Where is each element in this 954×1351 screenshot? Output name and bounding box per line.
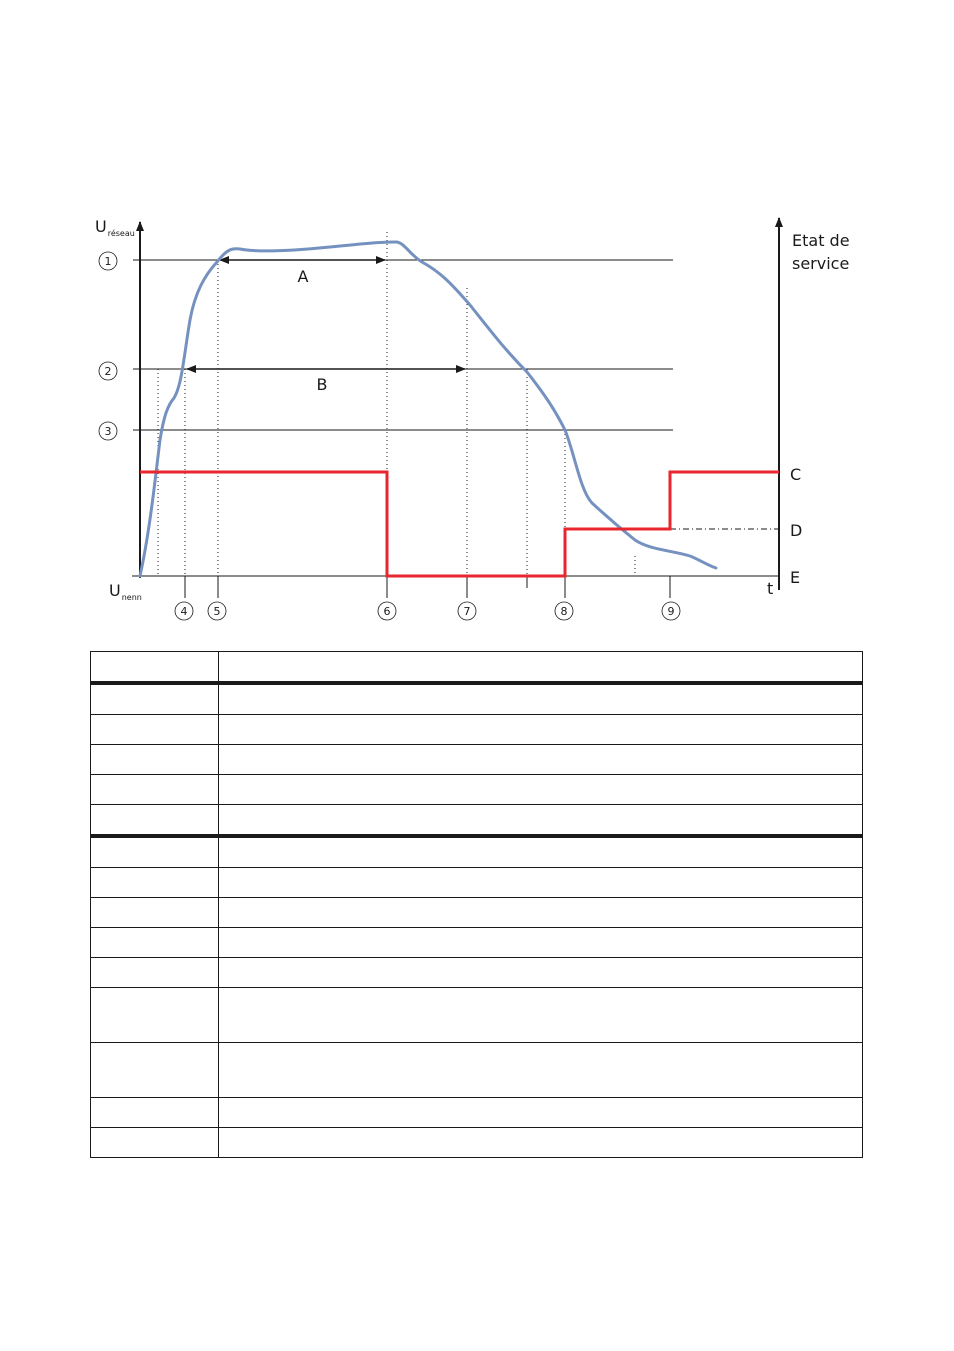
svg-text:9: 9 [667, 605, 675, 618]
table-row [91, 988, 863, 1043]
table-cell-key [91, 1128, 219, 1158]
table-cell-text [219, 652, 863, 684]
table-cell-key [91, 868, 219, 898]
state-label-e: E [790, 568, 801, 587]
table-cell-text [219, 805, 863, 837]
table-cell-key [91, 928, 219, 958]
svg-text:6: 6 [383, 605, 391, 618]
state-label-c: C [790, 465, 802, 484]
table-row [91, 868, 863, 898]
table-row [91, 683, 863, 715]
time-marker-8 [555, 602, 573, 620]
time-axis-label: t [767, 579, 774, 598]
table-row [91, 775, 863, 805]
time-ticks [185, 576, 670, 598]
table-row [91, 1098, 863, 1128]
table-cell-key [91, 805, 219, 837]
time-marker-5 [208, 602, 226, 620]
table-cell-text [219, 958, 863, 988]
table-cell-key [91, 958, 219, 988]
table-cell-key [91, 683, 219, 715]
state-line [140, 472, 779, 576]
interval-label-a: A [297, 267, 309, 286]
svg-text:1: 1 [104, 255, 112, 268]
y-axis-label: $U_{réseau}$ [95, 217, 135, 238]
table-cell-key [91, 775, 219, 805]
level-marker-1 [99, 252, 117, 270]
table-cell-key [91, 1043, 219, 1098]
table-cell-text [219, 1098, 863, 1128]
table-row [91, 836, 863, 868]
svg-text:8: 8 [560, 605, 568, 618]
svg-text:3: 3 [104, 425, 112, 438]
table-cell-key [91, 745, 219, 775]
table-cell-key [91, 898, 219, 928]
table-row [91, 652, 863, 684]
table-cell-text [219, 683, 863, 715]
time-marker-6 [378, 602, 396, 620]
time-marker-7 [458, 602, 476, 620]
table-cell-text [219, 836, 863, 868]
table-row [91, 805, 863, 837]
time-marker-9 [662, 602, 680, 620]
table-cell-text [219, 988, 863, 1043]
table-cell-text [219, 928, 863, 958]
table-cell-text [219, 775, 863, 805]
legend-table [90, 651, 863, 1158]
table-cell-text [219, 1043, 863, 1098]
table-row [91, 928, 863, 958]
svg-text:2: 2 [104, 365, 112, 378]
table-cell-key [91, 1098, 219, 1128]
table-cell-text [219, 715, 863, 745]
table-cell-key [91, 988, 219, 1043]
right-axis-title-line1: Etat de [792, 231, 850, 250]
level-marker-3 [99, 422, 117, 440]
table-cell-key [91, 652, 219, 684]
voltage-state-diagram [0, 0, 954, 640]
table-row [91, 745, 863, 775]
svg-text:7: 7 [463, 605, 471, 618]
table-row [91, 898, 863, 928]
level-marker-2 [99, 362, 117, 380]
y-origin-label: $U_{nenn}$ [109, 581, 142, 602]
table-cell-key [91, 715, 219, 745]
time-guides [158, 232, 635, 598]
table-cell-text [219, 868, 863, 898]
time-marker-4 [175, 602, 193, 620]
table-row [91, 1128, 863, 1158]
state-label-d: D [790, 521, 803, 540]
table-row [91, 715, 863, 745]
table-cell-text [219, 1128, 863, 1158]
table-cell-text [219, 898, 863, 928]
table-cell-key [91, 836, 219, 868]
voltage-curve [140, 242, 716, 576]
right-axis-title-line2: service [792, 254, 850, 273]
table-row [91, 1043, 863, 1098]
table-cell-text [219, 745, 863, 775]
table-row [91, 958, 863, 988]
svg-text:4: 4 [180, 605, 188, 618]
interval-label-b: B [316, 375, 328, 394]
svg-text:5: 5 [213, 605, 221, 618]
